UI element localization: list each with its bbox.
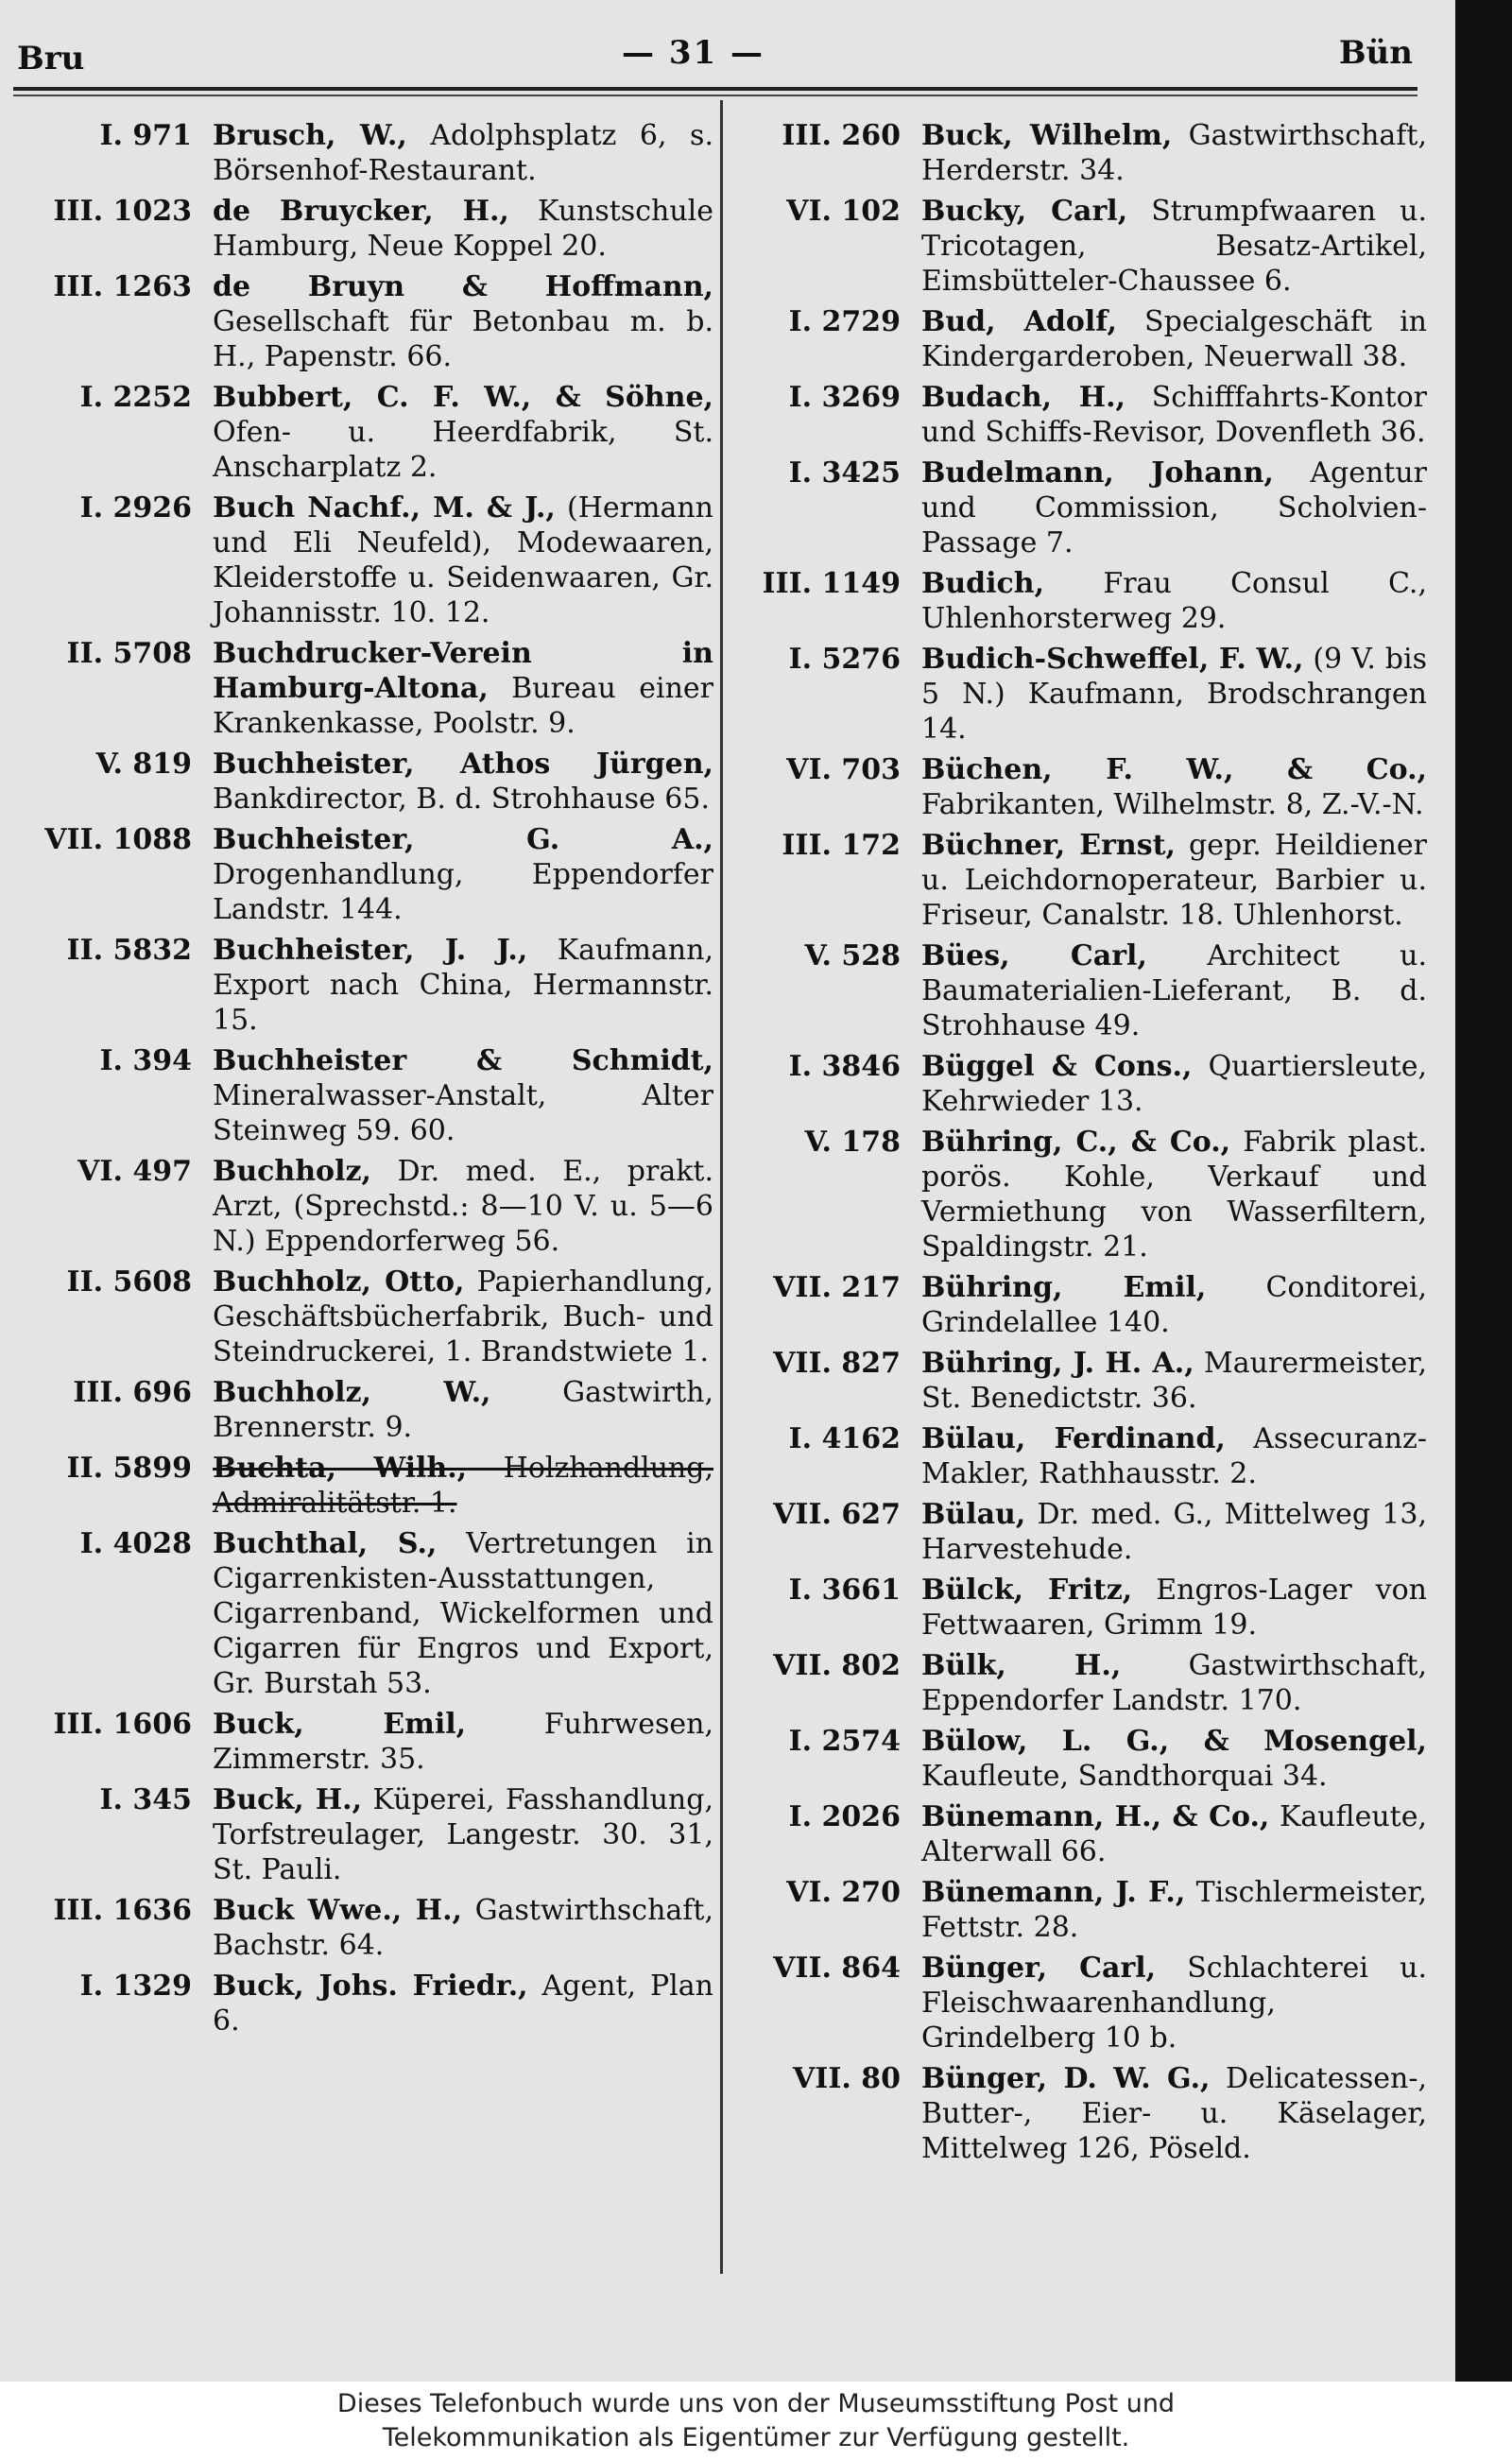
entry-details: Bureau einer Krankenkasse, Poolstr. 9. (213, 672, 713, 740)
phone-number: VI. 497 (77, 1155, 192, 1188)
entry-name: Bülck, Fritz, (921, 1574, 1133, 1607)
entry-name: Buck Wwe., H., (213, 1894, 462, 1927)
entry-name: Budich-Schweffel, F. W., (921, 643, 1304, 676)
entry-text (213, 1969, 713, 2039)
phone-number: I. 971 (99, 119, 192, 152)
phone-number: V. 528 (804, 939, 901, 972)
entry-text (921, 304, 1427, 374)
page-number: — 31 — (622, 34, 765, 72)
footer-line-1: Dieses Telefonbuch wurde uns von der Museumsstiftung Post und (336, 2389, 1176, 2418)
entry-details: Conditorei, Grindelallee 140. (921, 1271, 1427, 1339)
footer-note (0, 2382, 1512, 2460)
entry-name: Büggel & Cons., (921, 1050, 1193, 1083)
entry-text (921, 1125, 1427, 1264)
directory-entry (9, 1782, 713, 1887)
entry-details: Fabrikanten, Wilhelmstr. 8, Z.-V.-N. (921, 788, 1424, 821)
directory-entry (9, 1375, 713, 1445)
directory-entry (732, 1421, 1427, 1491)
entry-name: Bünemann, J. F., (921, 1876, 1186, 1909)
directory-entry (732, 304, 1427, 374)
entry-text (921, 938, 1427, 1043)
entry-name: Budich, (921, 567, 1045, 600)
entry-text (213, 636, 713, 741)
entry-details: Tischlermeister, Fettstr. 28. (921, 1876, 1428, 1944)
entry-name: Büchen, F. W., & Co., (921, 753, 1427, 786)
entry-name: Buck, Johs. Friedr., (213, 1970, 528, 2003)
entry-text (921, 1497, 1427, 1567)
phone-number: II. 5708 (66, 637, 192, 670)
entry-text (921, 1875, 1427, 1945)
entry-name: Bühring, J. H. A., (921, 1347, 1194, 1380)
entry-name: Buchholz, (213, 1155, 371, 1188)
left-column (9, 118, 713, 2044)
entry-details: gepr. Heildiener u. Leichdornoperateur, Barbier u. Friseur, Canalstr. 18. Uhlenhorst. (921, 829, 1427, 932)
directory-entry (732, 118, 1427, 188)
phone-number: VII. 627 (773, 1498, 901, 1531)
entry-name: Budelmann, Johann, (921, 456, 1274, 490)
directory-entry (732, 1125, 1427, 1264)
entry-details: Kaufleute, Alterwall 66. (921, 1800, 1427, 1868)
directory-entry (9, 490, 713, 630)
entry-name: Bües, Carl, (921, 939, 1147, 972)
entry-name: Buck, Wilhelm, (921, 119, 1173, 152)
phone-number: VII. 864 (773, 1952, 901, 1985)
directory-entry (9, 269, 713, 374)
entry-name: Budach, H., (921, 381, 1125, 414)
entry-details: Bankdirector, B. d. Strohhause 65. (213, 783, 711, 816)
entry-text (921, 118, 1427, 188)
directory-entry (732, 938, 1427, 1043)
entry-name: Buchheister, J. J., (213, 934, 528, 967)
entry-text (921, 194, 1427, 299)
entry-text (921, 1648, 1427, 1718)
entry-text (921, 1270, 1427, 1340)
entry-text (921, 2061, 1427, 2166)
entry-details: Gastwirth, Brennerstr. 9. (213, 1376, 713, 1444)
directory-entry (9, 1154, 713, 1259)
directory-entry (9, 380, 713, 485)
directory-entry (9, 822, 713, 927)
entry-details: Mineralwasser-Anstalt, Alter Steinweg 59. 60. (213, 1079, 713, 1147)
directory-entry (9, 1969, 713, 2039)
phone-number: II. 5608 (66, 1265, 192, 1299)
directory-entry (9, 1043, 713, 1148)
phone-number: I. 4162 (788, 1422, 901, 1455)
phone-number: III. 1606 (53, 1708, 192, 1741)
right-column (732, 118, 1427, 2172)
entry-text (213, 1043, 713, 1148)
directory-entry (732, 380, 1427, 450)
entry-text (921, 1799, 1427, 1869)
entry-details: (Hermann und Eli Neufeld), Modewaaren, Kleiderstoffe u. Seidenwaaren, Gr. Johannisstr. 10. 12. (213, 491, 713, 629)
entry-name: Bünger, D. W. G., (921, 2062, 1211, 2095)
entry-text (213, 1526, 713, 1701)
entry-name: Buchdrucker-Verein in Hamburg-Altona, (213, 637, 713, 705)
directory-entry (9, 636, 713, 741)
entry-name: Bülau, (921, 1498, 1026, 1531)
entry-text (921, 1951, 1427, 2056)
directory-entry (732, 1573, 1427, 1643)
entry-details: Gastwirthschaft, Bachstr. 64. (213, 1894, 713, 1962)
entry-name: Buchheister, G. A., (213, 823, 713, 856)
directory-entry (732, 2061, 1427, 2166)
phone-number: I. 394 (99, 1044, 192, 1077)
entry-details: Gastwirthschaft, Eppendorfer Landstr. 170. (921, 1649, 1427, 1717)
phone-number: I. 1329 (79, 1970, 192, 2003)
entry-name: Brusch, W., (213, 119, 407, 152)
entry-text (213, 822, 713, 927)
phone-number: III. 1263 (53, 270, 192, 303)
phone-number: I. 2574 (788, 1725, 901, 1758)
entry-details: Kaufleute, Sandthorquai 34. (921, 1760, 1328, 1793)
phone-number: V. 178 (804, 1126, 901, 1159)
entry-text (213, 747, 713, 817)
entry-name: Bud, Adolf, (921, 305, 1117, 338)
entry-text (921, 642, 1427, 747)
entry-details: Dr. med. E., prakt. Arzt, (Sprechstd.: 8—10 V. u. 5—6 N.) Eppendorferweg 56. (213, 1155, 713, 1258)
entry-name: Buck, H., (213, 1783, 363, 1816)
directory-entry (732, 456, 1427, 560)
entry-text (213, 1154, 713, 1259)
phone-number: I. 3661 (788, 1574, 901, 1607)
entry-text (921, 1724, 1427, 1794)
entry-text (213, 1451, 713, 1521)
entry-text (921, 566, 1427, 636)
phone-number: III. 696 (73, 1376, 192, 1409)
entry-name: Bubbert, C. F. W., & Söhne, (213, 381, 713, 414)
header-rule (13, 87, 1418, 91)
phone-number: VI. 102 (786, 195, 901, 228)
phone-number: III. 1149 (762, 567, 901, 600)
directory-entry (732, 566, 1427, 636)
entry-text (921, 828, 1427, 933)
entry-details: Agent, Plan 6. (213, 1970, 713, 2038)
directory-entry (732, 1724, 1427, 1794)
entry-details: Agentur und Commission, Scholvien-Passage 7. (921, 456, 1428, 559)
entry-text (213, 490, 713, 630)
phone-number: I. 4028 (79, 1527, 192, 1560)
entry-name: Bülow, L. G., & Mosengel, (921, 1725, 1427, 1758)
entry-details: (9 V. bis 5 N.) Kaufmann, Brodschrangen 14. (921, 643, 1427, 746)
entry-name: Büchner, Ernst, (921, 829, 1176, 862)
entry-details: Maurermeister, St. Benedictstr. 36. (921, 1347, 1427, 1415)
entry-name: Buchthal, S., (213, 1527, 438, 1560)
entry-details: Specialgeschäft in Kindergarderoben, Neuerwall 38. (921, 305, 1427, 373)
phone-number: III. 172 (782, 829, 901, 862)
directory-entry (732, 1648, 1427, 1718)
directory-entry (9, 933, 713, 1038)
phone-number: I. 2026 (788, 1800, 901, 1833)
directory-entry (9, 1526, 713, 1701)
entry-text (213, 118, 713, 188)
phone-number: I. 5276 (788, 643, 901, 676)
entry-name: Buchholz, Otto, (213, 1265, 465, 1299)
directory-entry (732, 1270, 1427, 1340)
entry-details: Engros-Lager von Fettwaaren, Grimm 19. (921, 1574, 1427, 1642)
phone-number: VII. 217 (773, 1271, 901, 1304)
entry-name: de Bruycker, H., (213, 195, 509, 228)
phone-number: III. 1636 (53, 1894, 192, 1927)
phone-number: I. 3846 (788, 1050, 901, 1083)
directory-entry (732, 1799, 1427, 1869)
entry-name: Buchholz, W., (213, 1376, 491, 1409)
phone-number: II. 5832 (66, 934, 192, 967)
entry-details: Assecuranz-Makler, Rathhausstr. 2. (921, 1422, 1427, 1490)
entry-name: Bucky, Carl, (921, 195, 1128, 228)
entry-details: Drogenhandlung, Eppendorfer Landstr. 144. (213, 858, 713, 926)
entry-text (921, 1573, 1427, 1643)
phone-number: I. 2926 (79, 491, 192, 525)
entry-details: Küperei, Fasshandlung, Torfstreulager, Langestr. 30. 31, St. Pauli. (213, 1783, 713, 1886)
entry-details: Kaufmann, Export nach China, Hermannstr. 15. (213, 934, 713, 1037)
entry-details: Kunstschule Hamburg, Neue Koppel 20. (213, 195, 713, 263)
entry-text (921, 1049, 1427, 1119)
entry-text (921, 1421, 1427, 1491)
phone-number: II. 5899 (66, 1452, 192, 1485)
phone-number: I. 3425 (788, 456, 901, 490)
phone-number: VI. 703 (786, 753, 901, 786)
phone-number: VII. 827 (773, 1347, 901, 1380)
entry-details: Delicatessen-, Butter-, Eier- u. Käselager, Mittelweg 126, Pöseld. (921, 2062, 1427, 2165)
entry-details: Dr. med. G., Mittelweg 13, Harvestehude. (921, 1498, 1427, 1566)
phone-number: VII. 1088 (44, 823, 192, 856)
directory-entry (732, 1346, 1427, 1416)
directory-entry (732, 1875, 1427, 1945)
entry-name: de Bruyn & Hoffmann, (213, 270, 713, 303)
phone-number: III. 1023 (53, 195, 192, 228)
directory-entry (732, 828, 1427, 933)
directory-entry (9, 118, 713, 188)
phone-number: VI. 270 (786, 1876, 901, 1909)
entry-details: Frau Consul C., Uhlenhorsterweg 29. (921, 567, 1427, 635)
phone-number: I. 3269 (788, 381, 901, 414)
entry-text (213, 269, 713, 374)
directory-entry (9, 747, 713, 817)
entry-text (921, 380, 1427, 450)
entry-details: Papierhandlung, Geschäftsbücherfabrik, Buch- und Steindruckerei, 1. Brandstwiete 1. (213, 1265, 713, 1368)
directory-entry (732, 194, 1427, 299)
entry-name: Buch Nachf., M. & J., (213, 491, 556, 525)
entry-details: Holzhandlung, Admiralitätstr. 1. (213, 1452, 713, 1520)
entry-text (213, 1893, 713, 1963)
entry-name: Bünemann, H., & Co., (921, 1800, 1270, 1833)
entry-name: Bühring, Emil, (921, 1271, 1207, 1304)
page-header (17, 26, 1413, 83)
header-left-keyword: Bru (17, 40, 85, 77)
phone-number: I. 2252 (79, 381, 192, 414)
directory-entry (732, 752, 1427, 822)
entry-name: Bülau, Ferdinand, (921, 1422, 1226, 1455)
entry-details: Schlachterei u. Fleischwaarenhandlung, Grindelberg 10 b. (921, 1952, 1427, 2055)
phone-number: III. 260 (782, 119, 901, 152)
entry-text (921, 752, 1427, 822)
entry-name: Buchheister, Athos Jürgen, (213, 748, 713, 781)
entry-details: Schifffahrts-Kontor und Schiffs-Revisor, Dovenfleth 36. (921, 381, 1427, 449)
directory-entry (9, 1451, 713, 1521)
directory-entry (732, 1497, 1427, 1567)
entry-text (213, 1375, 713, 1445)
phone-number: I. 2729 (788, 305, 901, 338)
directory-entry (9, 1893, 713, 1963)
entry-details: Adolphsplatz 6, s. Börsenhof-Restaurant. (213, 119, 713, 187)
entry-details: Architect u. Baumaterialien-Lieferant, B. d. Strohhause 49. (921, 939, 1427, 1042)
entry-details: Fabrik plast. porös. Kohle, Verkauf und Vermiethung von Wasserfiltern, Spaldingstr. 21. (921, 1126, 1427, 1264)
entry-name: Buchta, Wilh., (213, 1452, 468, 1485)
directory-entry (732, 642, 1427, 747)
phone-number: V. 819 (95, 748, 192, 781)
scan-edge (1455, 0, 1512, 2382)
entry-text (921, 456, 1427, 560)
entry-text (213, 194, 713, 264)
entry-details: Quartiersleute, Kehrwieder 13. (921, 1050, 1427, 1118)
entry-details: Strumpfwaaren u. Tricotagen, Besatz-Artikel, Eimsbütteler-Chaussee 6. (921, 195, 1427, 298)
entry-text (921, 1346, 1427, 1416)
column-divider (720, 100, 723, 2274)
entry-name: Bühring, C., & Co., (921, 1126, 1231, 1159)
entry-details: Ofen- u. Heerdfabrik, St. Anscharplatz 2. (213, 416, 713, 484)
phone-number: I. 345 (99, 1783, 192, 1816)
phone-number: VII. 802 (773, 1649, 901, 1682)
header-rule-thin (13, 95, 1418, 96)
entry-text (213, 1707, 713, 1777)
entry-text (213, 933, 713, 1038)
entry-details: Gastwirthschaft, Herderstr. 34. (921, 119, 1427, 187)
directory-entry (9, 1707, 713, 1777)
entry-name: Buchheister & Schmidt, (213, 1044, 713, 1077)
phone-number: VII. 80 (793, 2062, 901, 2095)
header-right-keyword: Bün (1338, 34, 1413, 72)
entry-details: Vertretungen in Cigarrenkisten-Ausstattungen, Cigarrenband, Wickelformen und Cigarren für Engros und Export, Gr. Burstah 53. (213, 1527, 713, 1700)
directory-entry (9, 194, 713, 264)
entry-details: Gesellschaft für Betonbau m. b. H., Papenstr. 66. (213, 305, 713, 373)
entry-name: Buck, Emil, (213, 1708, 467, 1741)
entry-name: Bünger, Carl, (921, 1952, 1157, 1985)
directory-entry (732, 1049, 1427, 1119)
directory-entry (9, 1264, 713, 1369)
entry-text (213, 1264, 713, 1369)
entry-text (213, 380, 713, 485)
footer-line-2: Telekommunikation als Eigentümer zur Verfügung gestellt. (382, 2423, 1130, 2452)
directory-entry (732, 1951, 1427, 2056)
entry-text (213, 1782, 713, 1887)
entry-name: Bülk, H., (921, 1649, 1122, 1682)
entry-details: Fuhrwesen, Zimmerstr. 35. (213, 1708, 713, 1776)
